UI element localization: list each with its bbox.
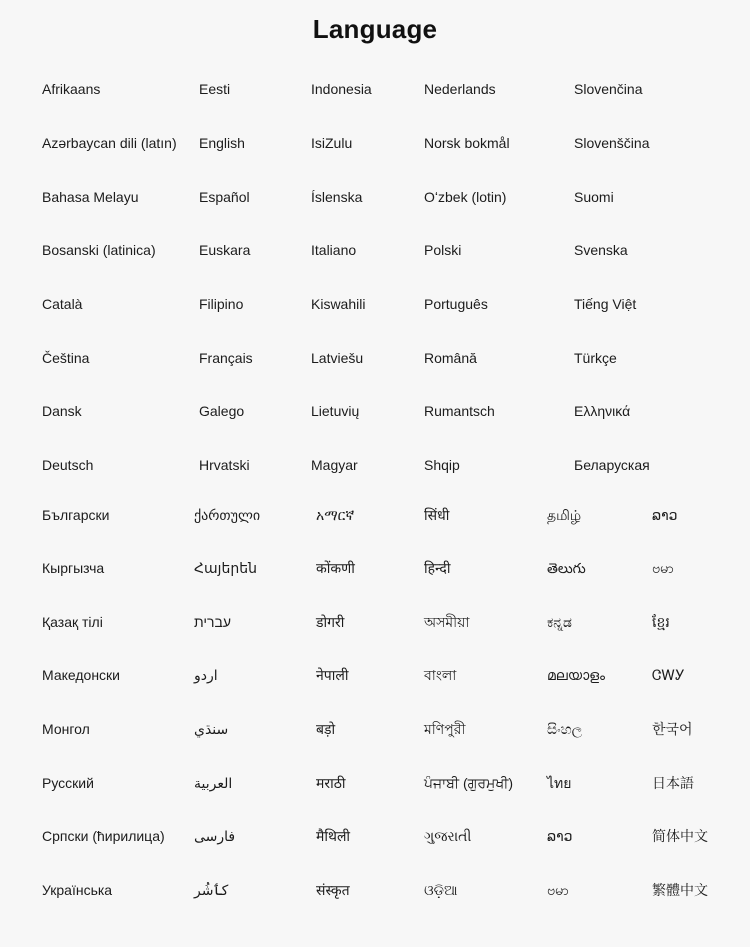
language-option[interactable]: Latviešu	[311, 350, 364, 366]
language-option[interactable]: Dansk	[42, 403, 82, 419]
language-option[interactable]: ဗမာ	[652, 560, 674, 576]
language-option[interactable]: ខ្មែរ	[652, 614, 670, 630]
language-option[interactable]: తెలుగు	[547, 560, 586, 576]
language-option[interactable]: ଓଡ଼ିଆ	[424, 882, 458, 898]
language-option[interactable]: Polski	[424, 242, 462, 258]
language-option[interactable]: አማርኛ	[316, 507, 355, 523]
language-option[interactable]: मैथिली	[316, 828, 351, 844]
language-option[interactable]: Slovenčina	[574, 81, 643, 97]
language-option[interactable]: سنڌي	[194, 721, 229, 737]
language-option[interactable]: Español	[199, 189, 250, 205]
language-option[interactable]: ဗမာ	[547, 882, 569, 898]
language-option[interactable]: ᏣᎳᎩ	[652, 667, 685, 683]
language-option[interactable]: नेपाली	[316, 667, 349, 683]
language-option[interactable]: Azərbaycan dili (latın)	[42, 135, 177, 151]
language-option[interactable]: डोगरी	[316, 614, 345, 630]
language-option[interactable]: Ελληνικά	[574, 403, 631, 419]
language-option[interactable]: Беларуская	[574, 457, 650, 473]
language-option[interactable]: सिंधी	[424, 507, 450, 523]
language-option[interactable]: Lietuvių	[311, 403, 360, 419]
language-option[interactable]: हिन्दी	[424, 560, 451, 576]
language-option[interactable]: کٲشُر	[194, 882, 229, 898]
language-option[interactable]: Қазақ тілі	[42, 614, 103, 630]
language-option[interactable]: ไทย	[547, 775, 572, 791]
language-option[interactable]: فارسی	[194, 828, 236, 844]
language-option[interactable]: ລາວ	[547, 828, 573, 844]
language-option[interactable]: සිංහල	[547, 721, 583, 737]
language-option[interactable]: Suomi	[574, 189, 614, 205]
language-option[interactable]: Oʻzbek (lotin)	[424, 189, 507, 205]
language-option[interactable]: Slovenščina	[574, 135, 650, 151]
language-option[interactable]: Deutsch	[42, 457, 94, 473]
language-option[interactable]: Rumantsch	[424, 403, 495, 419]
language-option[interactable]: অসমীয়া	[424, 614, 470, 630]
language-option[interactable]: कोंकणी	[316, 560, 355, 576]
language-option[interactable]: עברית	[194, 614, 232, 630]
language-option[interactable]: Română	[424, 350, 477, 366]
language-option[interactable]: Čeština	[42, 350, 90, 366]
language-option[interactable]: Türkçe	[574, 350, 617, 366]
page-title: Language	[312, 14, 438, 44]
language-option[interactable]: 日本語	[652, 775, 694, 791]
language-option[interactable]: Български	[42, 507, 110, 523]
language-option[interactable]: Українська	[42, 882, 113, 898]
language-option[interactable]: Српски (ћирилица)	[42, 828, 165, 844]
language-option[interactable]: Português	[424, 296, 488, 312]
language-option[interactable]: 简体中文	[652, 828, 708, 844]
language-option[interactable]: Norsk bokmål	[424, 135, 510, 151]
language-option[interactable]: Nederlands	[424, 81, 496, 97]
language-option[interactable]: Bahasa Melayu	[42, 189, 139, 205]
language-option[interactable]: English	[199, 135, 245, 151]
language-option[interactable]: Shqip	[424, 457, 460, 473]
language-option[interactable]: ქართული	[194, 507, 261, 523]
language-option[interactable]: 繁體中文	[652, 882, 708, 898]
language-option[interactable]: اردو	[194, 667, 218, 683]
language-option[interactable]: 한국어	[652, 721, 693, 737]
language-option[interactable]: Հայերեն	[194, 560, 257, 576]
language-option[interactable]: ಕನ್ನಡ	[547, 614, 572, 630]
language-option[interactable]: मराठी	[316, 775, 346, 791]
language-option[interactable]: Hrvatski	[199, 457, 250, 473]
language-option[interactable]: ગુજરાતી	[424, 828, 472, 844]
language-option[interactable]: Afrikaans	[42, 81, 101, 97]
language-option[interactable]: العربية	[194, 775, 233, 791]
language-option[interactable]: Italiano	[311, 242, 357, 258]
language-option[interactable]: Русский	[42, 775, 94, 791]
language-option[interactable]: IsiZulu	[311, 135, 353, 151]
language-option[interactable]: ਪੰਜਾਬੀ (ਗੁਰਮੁਖੀ)	[424, 775, 514, 791]
language-option[interactable]: தமிழ்	[547, 507, 582, 523]
language-option[interactable]: Kiswahili	[311, 296, 366, 312]
language-option[interactable]: মণিপুরী	[424, 721, 466, 737]
language-option[interactable]: Filipino	[199, 296, 244, 312]
language-option[interactable]: बड़ो	[316, 721, 336, 737]
language-option[interactable]: മലയാളം	[547, 667, 606, 683]
language-option[interactable]: Euskara	[199, 242, 251, 258]
language-option[interactable]: Français	[199, 350, 253, 366]
language-option[interactable]: Bosanski (latinica)	[42, 242, 156, 258]
language-option[interactable]: Magyar	[311, 457, 358, 473]
language-option[interactable]: Indonesia	[311, 81, 372, 97]
language-option[interactable]: Català	[42, 296, 83, 312]
language-option[interactable]: বাংলা	[424, 667, 457, 683]
language-option[interactable]: Монгол	[42, 721, 90, 737]
language-option[interactable]: Eesti	[199, 81, 231, 97]
language-option[interactable]: Tiếng Việt	[574, 296, 637, 312]
language-option[interactable]: Galego	[199, 403, 245, 419]
language-option[interactable]: Кыргызча	[42, 560, 105, 576]
language-option[interactable]: ລາວ	[652, 507, 678, 523]
language-option[interactable]: Íslenska	[311, 189, 363, 205]
language-option[interactable]: संस्कृत	[316, 882, 350, 898]
language-option[interactable]: Македонски	[42, 667, 120, 683]
language-option[interactable]: Svenska	[574, 242, 628, 258]
